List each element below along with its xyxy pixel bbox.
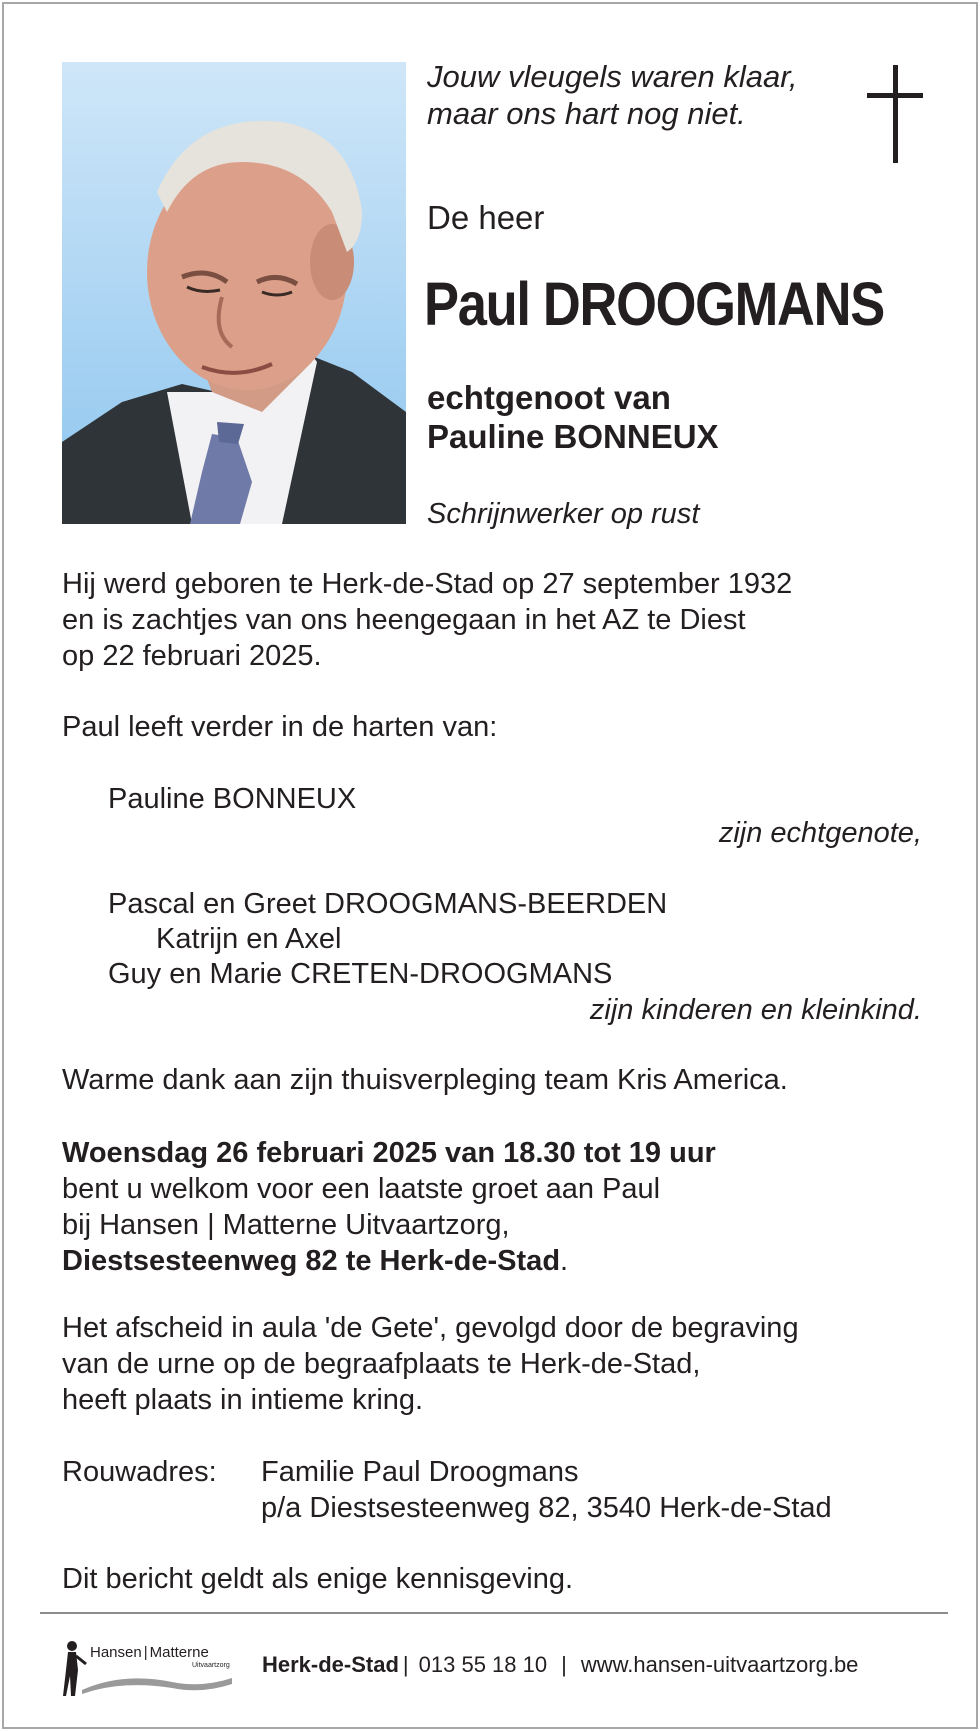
survivor-children-role: zijn kinderen en kleinkind. bbox=[589, 994, 922, 1026]
visitation-address-suffix: . bbox=[560, 1245, 569, 1277]
obituary-card bbox=[2, 2, 978, 1729]
intro-paragraph bbox=[62, 566, 792, 674]
footer-separator: | bbox=[561, 1652, 567, 1677]
cross-icon bbox=[867, 65, 923, 163]
visitation-date-time: Woensdag 26 februari 2025 van 18.30 tot 19 uur bbox=[62, 1137, 716, 1169]
logo-name-1: Hansen bbox=[90, 1644, 142, 1661]
survivor-spouse-role: zijn echtgenote, bbox=[718, 817, 922, 849]
mourning-address bbox=[261, 1454, 832, 1526]
portrait-photo bbox=[62, 62, 406, 524]
quote bbox=[427, 58, 797, 132]
mourning-address-line: Familie Paul Droogmans bbox=[261, 1456, 579, 1488]
survivor-child: Pascal en Greet DROOGMANS-BEERDEN bbox=[108, 888, 668, 920]
footer-contact bbox=[262, 1652, 858, 1678]
footer-website[interactable]: www.hansen-uitvaartzorg.be bbox=[580, 1652, 859, 1677]
footer-separator: | bbox=[402, 1652, 409, 1677]
title-prefix: De heer bbox=[427, 199, 545, 236]
funeral-home-logo bbox=[60, 1636, 240, 1698]
survivors-intro: Paul leeft verder in de harten van: bbox=[62, 711, 498, 743]
logo-subtitle: Uitvaartzorg bbox=[192, 1662, 230, 1669]
footer-city: Herk-de-Stad bbox=[262, 1652, 399, 1677]
intro-line: op 22 februari 2025. bbox=[62, 640, 322, 672]
profession: Schrijnwerker op rust bbox=[427, 498, 700, 530]
mourning-address-line: p/a Diestsesteenweg 82, 3540 Herk-de-Stad bbox=[261, 1492, 832, 1524]
spouse-label: echtgenoot van bbox=[427, 379, 671, 416]
farewell-line: heeft plaats in intieme kring. bbox=[62, 1384, 424, 1416]
farewell-line: van de urne op de begraafplaats te Herk-de-Stad, bbox=[62, 1348, 701, 1380]
intro-line: en is zachtjes van ons heengegaan in het AZ te Diest bbox=[62, 604, 746, 636]
visitation-address: Diestsesteenweg 82 te Herk-de-Stad bbox=[62, 1245, 561, 1277]
spouse-block bbox=[427, 378, 719, 456]
visitation-line: bent u welkom voor een laatste groet aan Paul bbox=[62, 1173, 661, 1205]
logo-swoosh bbox=[82, 1670, 232, 1696]
survivor-grandchild: Katrijn en Axel bbox=[156, 923, 342, 955]
intro-line: Hij werd geboren te Herk-de-Stad op 27 september 1932 bbox=[62, 568, 793, 600]
thanks: Warme dank aan zijn thuisverpleging team Kris America. bbox=[62, 1064, 788, 1096]
notice: Dit bericht geldt als enige kennisgeving. bbox=[62, 1563, 574, 1595]
deceased-name: Paul DROOGMANS bbox=[424, 270, 884, 338]
survivor-child: Guy en Marie CRETEN-DROOGMANS bbox=[108, 958, 613, 990]
quote-line-2: maar ons hart nog niet. bbox=[427, 96, 746, 131]
footer-phone[interactable]: 013 55 18 10 bbox=[418, 1652, 548, 1677]
logo-wordmark bbox=[90, 1644, 209, 1661]
logo-name-2: Matterne bbox=[149, 1644, 209, 1661]
visitation-line: bij Hansen | Matterne Uitvaartzorg, bbox=[62, 1209, 510, 1241]
mourning-address-label: Rouwadres: bbox=[62, 1456, 217, 1488]
farewell-paragraph bbox=[62, 1310, 799, 1418]
quote-line-1: Jouw vleugels waren klaar, bbox=[427, 59, 798, 94]
farewell-line: Het afscheid in aula 'de Gete', gevolgd door de begraving bbox=[62, 1312, 799, 1344]
visitation bbox=[62, 1135, 716, 1279]
logo-separator: | bbox=[143, 1644, 148, 1661]
footer-divider bbox=[40, 1612, 948, 1614]
survivor-spouse-name: Pauline BONNEUX bbox=[108, 783, 357, 815]
spouse-name: Pauline BONNEUX bbox=[427, 418, 719, 455]
